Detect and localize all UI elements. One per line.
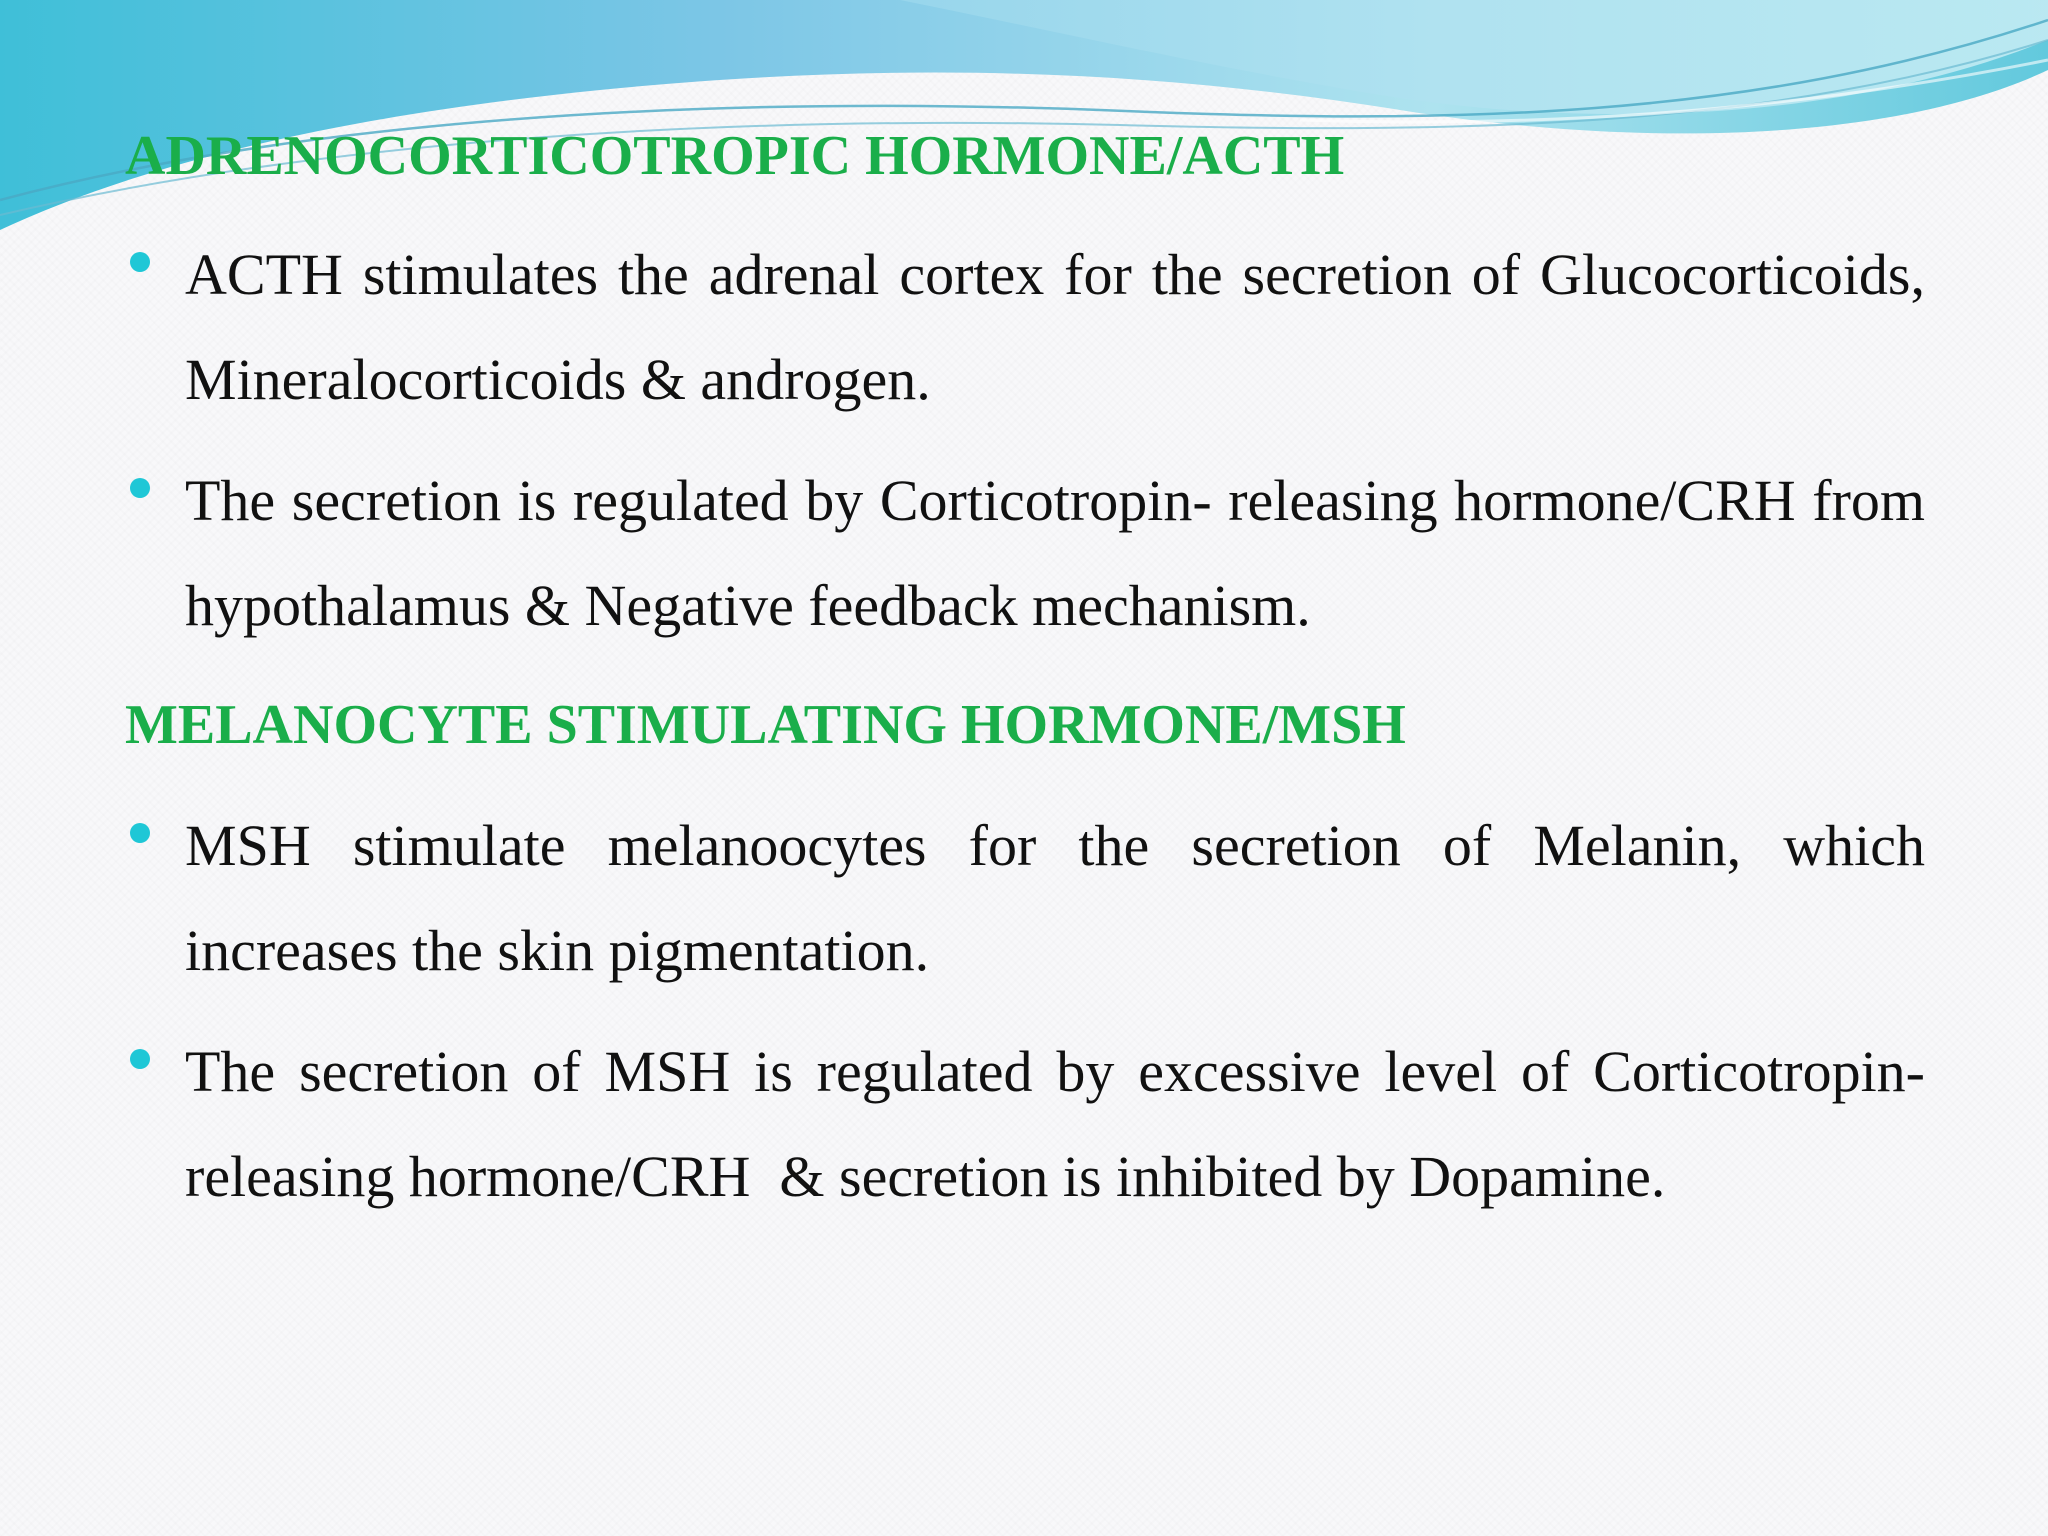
bullet-icon — [130, 823, 150, 843]
section-heading-msh: MELANOCYTE STIMULATING HORMONE/MSH — [125, 694, 1406, 756]
bullet-icon — [130, 478, 150, 498]
bullet-text: The secretion is regulated by Corticotropin- releasing hormone/CRH from hypothalamus & Negative feedback mechanism. — [185, 468, 1940, 638]
section-heading-acth: ADRENOCORTICOTROPIC HORMONE/ACTH — [125, 125, 1345, 187]
bullet-text: The secretion of MSH is regulated by excessive level of Corticotropin- releasing hormone/CRH & secretion is inhibited by Dopamine. — [185, 1039, 1940, 1209]
bullet-icon — [130, 1049, 150, 1069]
bullet-text: ACTH stimulates the adrenal cortex for the secretion of Glucocorticoids, Mineralocorticoids & androgen. — [185, 242, 1940, 412]
bullet-icon — [130, 252, 150, 272]
bullet-text: MSH stimulate melanoocytes for the secretion of Melanin, which increases the skin pigmentation. — [185, 813, 1940, 983]
